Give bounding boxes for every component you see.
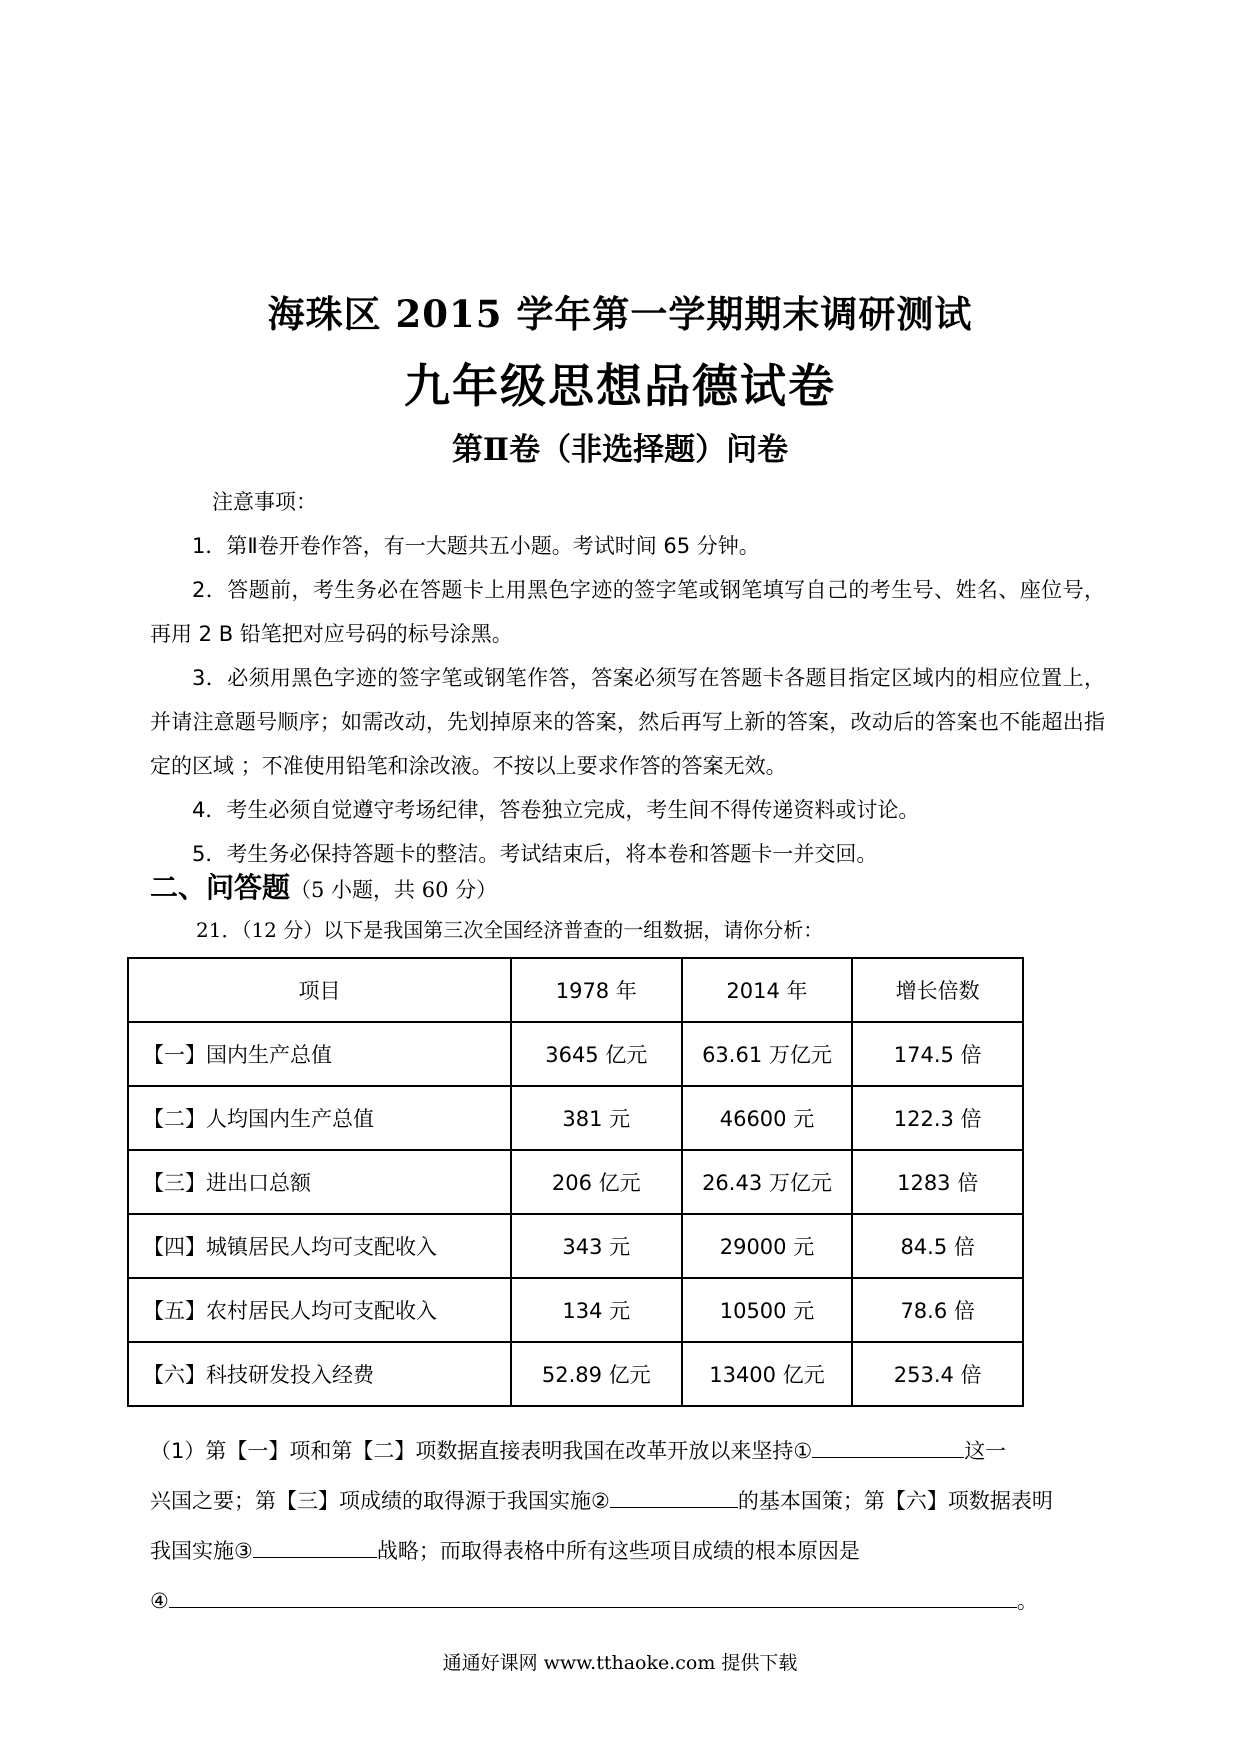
table-row	[128, 1150, 1023, 1214]
section-heading	[150, 866, 497, 906]
note-item: 4．考生必须自觉遵守考场纪律，答卷独立完成，考生间不得传递资料或讨论。	[192, 798, 920, 822]
fill-in-question	[150, 1426, 1105, 1626]
table-cell: 52.89 亿元	[511, 1342, 682, 1406]
fill-text: 。	[1016, 1589, 1038, 1613]
section-subtitle: （5 小题，共 60 分）	[290, 878, 498, 902]
table-cell: 【六】科技研发投入经费	[128, 1342, 511, 1406]
table-row	[128, 1086, 1023, 1150]
header-cell: 增长倍数	[852, 958, 1023, 1022]
table-cell: 13400 亿元	[682, 1342, 853, 1406]
answer-blank-1[interactable]	[812, 1427, 964, 1458]
fill-line	[150, 1426, 1105, 1476]
table-row	[128, 1278, 1023, 1342]
table-cell: 63.61 万亿元	[682, 1022, 853, 1086]
table-row	[128, 1214, 1023, 1278]
header-cell: 项目	[128, 958, 511, 1022]
table-cell: 【一】国内生产总值	[128, 1022, 511, 1086]
fill-text: 这一	[964, 1439, 1007, 1463]
fill-line	[150, 1526, 1105, 1576]
table-cell: 46600 元	[682, 1086, 853, 1150]
table-cell: 10500 元	[682, 1278, 853, 1342]
fill-line	[150, 1476, 1105, 1526]
table-cell: 206 亿元	[511, 1150, 682, 1214]
table-row	[128, 1342, 1023, 1406]
table-cell: 78.6 倍	[852, 1278, 1023, 1342]
table-cell: 134 元	[511, 1278, 682, 1342]
header-cell: 1978 年	[511, 958, 682, 1022]
answer-blank-4[interactable]	[169, 1577, 1017, 1608]
table-cell: 【四】城镇居民人均可支配收入	[128, 1214, 511, 1278]
fill-text: 兴国之要；第【三】项成绩的取得源于我国实施②	[150, 1489, 610, 1513]
table-cell: 1283 倍	[852, 1150, 1023, 1214]
answer-blank-3[interactable]	[253, 1527, 377, 1558]
table-row	[128, 1022, 1023, 1086]
fill-line	[150, 1576, 1105, 1626]
note-item: 1．第Ⅱ卷开卷作答，有一大题共五小题。考试时间 65 分钟。	[192, 534, 760, 558]
table-cell: 253.4 倍	[852, 1342, 1023, 1406]
note-item: 5．考生务必保持答题卡的整洁。考试结束后，将本卷和答题卡一并交回。	[192, 842, 878, 866]
table-cell: 122.3 倍	[852, 1086, 1023, 1150]
table-cell: 26.43 万亿元	[682, 1150, 853, 1214]
economic-census-table	[127, 957, 1024, 1407]
question-21-prompt: 21．（12 分）以下是我国第三次全国经济普查的一组数据，请你分析：	[196, 918, 824, 942]
header-cell: 2014 年	[682, 958, 853, 1022]
table-cell: 3645 亿元	[511, 1022, 682, 1086]
table-cell: 29000 元	[682, 1214, 853, 1278]
answer-blank-2[interactable]	[610, 1477, 738, 1508]
fill-text: 的基本国策；第【六】项数据表明	[737, 1489, 1053, 1513]
note-item: 2．答题前，考生务必在答题卡上用黑色字迹的签字笔或钢笔填写自己的考生号、姓名、座位号，再用 2 B 铅笔把对应号码的标号涂黑。	[150, 578, 1105, 646]
section-title: 二、问答题	[150, 871, 291, 904]
notes-heading: 注意事项：	[212, 490, 317, 514]
table-cell: 84.5 倍	[852, 1214, 1023, 1278]
fill-text: （1）第【一】项和第【二】项数据直接表明我国在改革开放以来坚持①	[150, 1439, 813, 1463]
fill-text: 战略；而取得表格中所有这些项目成绩的根本原因是	[376, 1539, 860, 1563]
table-cell: 【二】人均国内生产总值	[128, 1086, 511, 1150]
exam-title-subject: 九年级思想品德试卷	[404, 359, 836, 413]
exam-title-paper: 第Ⅱ卷（非选择题）问卷	[451, 432, 789, 468]
table-cell: 343 元	[511, 1214, 682, 1278]
table-cell: 【三】进出口总额	[128, 1150, 511, 1214]
footer-source: 通通好课网 www.tthaoke.com 提供下载	[442, 1652, 798, 1674]
table-header-row	[128, 958, 1023, 1022]
notes-list	[150, 524, 1105, 876]
fill-text: ④	[150, 1589, 169, 1613]
note-item: 3．必须用黑色字迹的签字笔或钢笔作答，答案必须写在答题卡各题目指定区域内的相应位置上，并请注意题号顺序；如需改动，先划掉原来的答案，然后再写上新的答案，改动后的答案也不能超出指定的区域 ；不准使用铅笔和涂改液。不按以上要求作答的答案无效。	[150, 666, 1105, 778]
fill-text: 我国实施③	[150, 1539, 253, 1563]
table-cell: 174.5 倍	[852, 1022, 1023, 1086]
exam-title-district: 海珠区 2015 学年第一学期期末调研测试	[267, 292, 973, 336]
table-cell: 【五】农村居民人均可支配收入	[128, 1278, 511, 1342]
table-cell: 381 元	[511, 1086, 682, 1150]
